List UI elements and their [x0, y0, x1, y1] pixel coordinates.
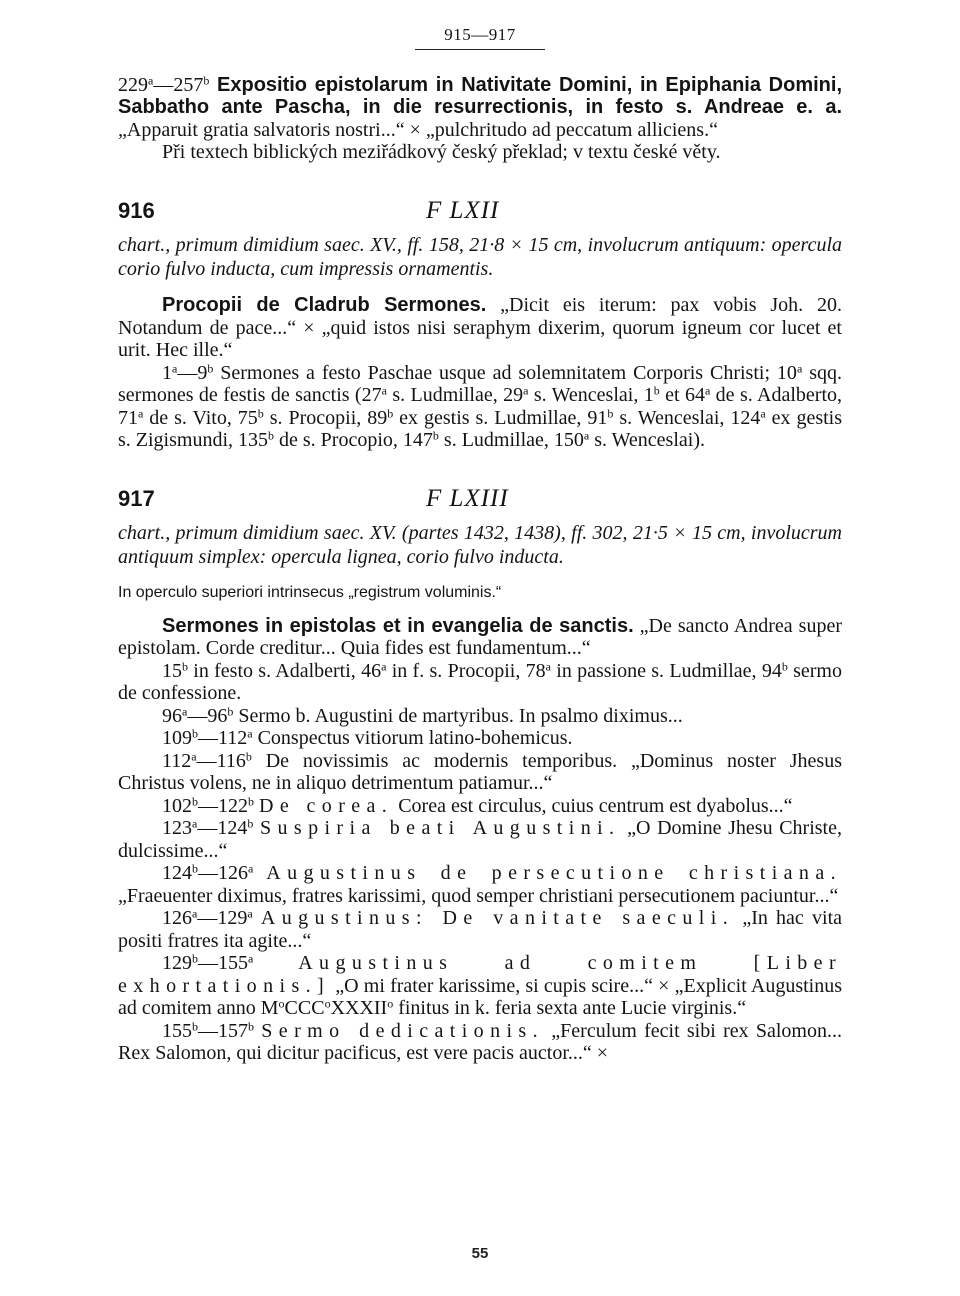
entry-917-heading [118, 484, 842, 512]
s: b [653, 383, 660, 398]
t: 109 [162, 727, 192, 749]
s: b [387, 405, 394, 420]
t: ex gestis s. Zigismundi, 135 [118, 406, 843, 451]
spaced-title: Suspiria beati Augustini. [259, 817, 621, 839]
work-title: Sermones in epistolas et in evangelia de sanctis. [162, 614, 634, 637]
t: sermo de confessione. [118, 659, 842, 704]
t: „O mi frater karissime, si cupis scire...“ × „Explicit Augustinus ad comitem anno M [118, 974, 842, 1019]
t: de s. Procopio, 147 [274, 429, 433, 451]
t: Conspectus vitiorum latino-bohemicus. [252, 727, 573, 749]
s: b [268, 428, 275, 443]
s: a [192, 906, 198, 921]
s: o [324, 996, 331, 1011]
t: „O Domine Jhesu Christe, dulcissime...“ [118, 817, 842, 862]
t: —96 [187, 704, 228, 727]
s: a [523, 383, 529, 398]
t: —157 [198, 1019, 248, 1042]
folio-ref: 229 [118, 73, 148, 96]
folio-sup: b [203, 72, 210, 87]
t: 126 [162, 907, 192, 929]
entry-917-note: In operculo superiori intrinsecus „registrum voluminis.“ [118, 584, 502, 601]
spaced-title: Augustinus ad comitem [Liber exhortationis.] [118, 952, 843, 997]
s: a [182, 703, 188, 718]
s: b [192, 951, 198, 966]
entry-916-contents [118, 362, 842, 452]
s: b [607, 405, 614, 420]
s: a [796, 360, 803, 375]
t: 15 [162, 659, 182, 682]
s: a [192, 816, 198, 831]
content-line [118, 727, 842, 750]
content-line [118, 1020, 842, 1065]
t: „In hac vita positi fratres ita agite...“ [118, 907, 842, 952]
t: 123 [162, 817, 192, 839]
s: a [381, 658, 387, 673]
t: —116 [196, 749, 246, 772]
entry-916-heading [118, 196, 842, 224]
s: a [704, 383, 711, 398]
s: b [192, 726, 198, 741]
t: De novissimis ac modernis temporibus. „Dominus noster Jhesus Christus volens, ne in aliquo detrimentum patiamur...“ [118, 749, 842, 794]
s: b [248, 1018, 254, 1033]
s: o [387, 996, 394, 1011]
dash: — [153, 73, 174, 96]
content-line [118, 795, 842, 818]
work-title: Expositio epistolarum in Nativitate Domini, in Epiphania Domini, Sabbatho ante Pascha, in die resurrectionis, in festo s. Andreae e. a. [118, 73, 842, 118]
note-915: Při textech biblických meziřádkový český překlad; v textu české věty. [162, 141, 721, 163]
s: b [245, 748, 252, 763]
content-line [118, 817, 842, 862]
running-head: 915—917 [415, 24, 545, 50]
s: a [760, 405, 766, 420]
t: Sermo b. Augustini de martyribus. In psalmo diximus... [233, 704, 683, 727]
s: b [248, 793, 254, 808]
entry-number: 916 [118, 197, 155, 223]
s: b [227, 703, 234, 718]
s: b [432, 428, 439, 443]
t: ex gestis s. Ludmillae, 91 [393, 406, 608, 429]
s: b [192, 793, 198, 808]
s: a [247, 726, 253, 741]
t: in passione s. Ludmillae, 94 [550, 659, 782, 682]
t: —124 [197, 817, 248, 839]
t: 1 [162, 361, 172, 384]
content-line [118, 862, 842, 907]
spaced-title: Augustinus de persecutione christiana. [266, 862, 843, 884]
s: b [247, 816, 254, 831]
s: b [781, 658, 788, 673]
shelfmark: F LXII [426, 196, 500, 224]
t: s. Ludmillae, 150 [438, 429, 584, 451]
spaced-title: De corea. [259, 794, 394, 817]
s: b [192, 861, 198, 876]
s: b [182, 658, 188, 673]
work-text: „De sancto Andrea super epistolam. Corde creditur... Quia fides est fundamentum...“ [118, 614, 842, 659]
entry-916-work [118, 294, 842, 362]
s: a [138, 405, 144, 420]
incipit: „Apparuit gratia salvatoris nostri...“ × „pulchritudo ad peccatum alliciens.“ [118, 118, 718, 141]
work-title: Procopii de Cladrub Sermones. [162, 294, 487, 316]
content-line [118, 660, 842, 705]
s: a [381, 383, 387, 398]
spaced-title: Sermo dedicationis. [261, 1019, 545, 1042]
s: a [191, 748, 197, 763]
t: 96 [162, 704, 182, 727]
s: a [545, 658, 551, 673]
s: b [192, 1018, 198, 1033]
content-line [118, 907, 842, 952]
t: s. Ludmillae, 29 [386, 384, 524, 406]
entry-916-description: chart., primum dimidium saec. XV., ff. 158, 21·8 × 15 cm, involucrum antiquum: opercula corio fulvo inducta, cum impressis ornamentis. [118, 234, 842, 280]
t: —129 [197, 907, 248, 929]
s: o [278, 996, 285, 1011]
t: 155 [162, 1019, 192, 1042]
s: a [172, 360, 178, 375]
t: 124 [162, 862, 192, 884]
t: —126 [198, 862, 248, 884]
page-body [118, 24, 842, 1065]
t: in festo s. Adalberti, 46 [188, 659, 382, 682]
s: b [207, 360, 214, 375]
t: CCC [284, 997, 325, 1019]
t: Corea est circulus, cuius centrum est dyabolus...“ [393, 794, 793, 817]
t: et 64 [659, 384, 705, 406]
t: XXXII [330, 997, 388, 1019]
page-number: 55 [471, 1245, 489, 1262]
t: de s. Adalberto, 71 [118, 384, 842, 429]
t: s. Wenceslai, 124 [613, 406, 761, 429]
t: —122 [198, 794, 248, 817]
s: a [247, 906, 253, 921]
entry-917-description: chart., primum dimidium saec. XV. (partes 1432, 1438), ff. 302, 21·5 × 15 cm, involucrum antiquum simplex: opercula lignea, corio fulvo inducta. [118, 522, 842, 568]
s: a [583, 428, 590, 443]
t: 129 [162, 952, 192, 974]
t: in f. s. Procopii, 78 [386, 659, 546, 682]
t: sqq. sermones de festis de sanctis (27 [118, 361, 842, 406]
s: b [257, 405, 264, 420]
entry-915-continuation [118, 74, 842, 142]
work-text: „Dicit eis iterum: pax vobis Joh. 20. Notandum de pace...“ × „quid istos nisi seraphym dixerim, quorum igneum cor lucet et urit. Hec ille.“ [118, 294, 842, 361]
s: a [248, 861, 254, 876]
folio-sup: a [148, 72, 154, 87]
t: —9 [177, 361, 208, 384]
t: de s. Vito, 75 [143, 406, 258, 429]
shelfmark: F LXIII [426, 484, 509, 512]
t: 102 [162, 794, 192, 817]
t: finitus in k. feria sexta ante Lucie virginis.“ [393, 997, 747, 1019]
t: s. Wenceslai). [589, 429, 705, 451]
t: s. Wenceslai, 1 [528, 384, 654, 406]
spaced-title: Augustinus: De vanitate saeculi. [260, 907, 735, 929]
t: Sermones a festo Paschae usque ad solemnitatem Corporis Christi; 10 [213, 361, 797, 384]
t: —155 [198, 952, 248, 974]
content-line [118, 705, 842, 728]
t: „Ferculum fecit sibi rex Salomon... Rex Salomon, qui dicitur pacificus, est vere pacis auctor...“ × [118, 1019, 842, 1064]
content-line [118, 750, 842, 795]
s: a [248, 951, 254, 966]
t: „Fraeuenter diximus, fratres karissimi, quod semper christiani persecutionem paciuntur...“ [118, 884, 839, 907]
entry-number: 917 [118, 485, 155, 511]
t: s. Procopii, 89 [263, 406, 388, 429]
t: —112 [198, 727, 248, 749]
entry-917-work [118, 615, 842, 660]
t: 112 [162, 749, 192, 772]
content-line [118, 952, 842, 1020]
folio-ref: 257 [173, 73, 204, 96]
